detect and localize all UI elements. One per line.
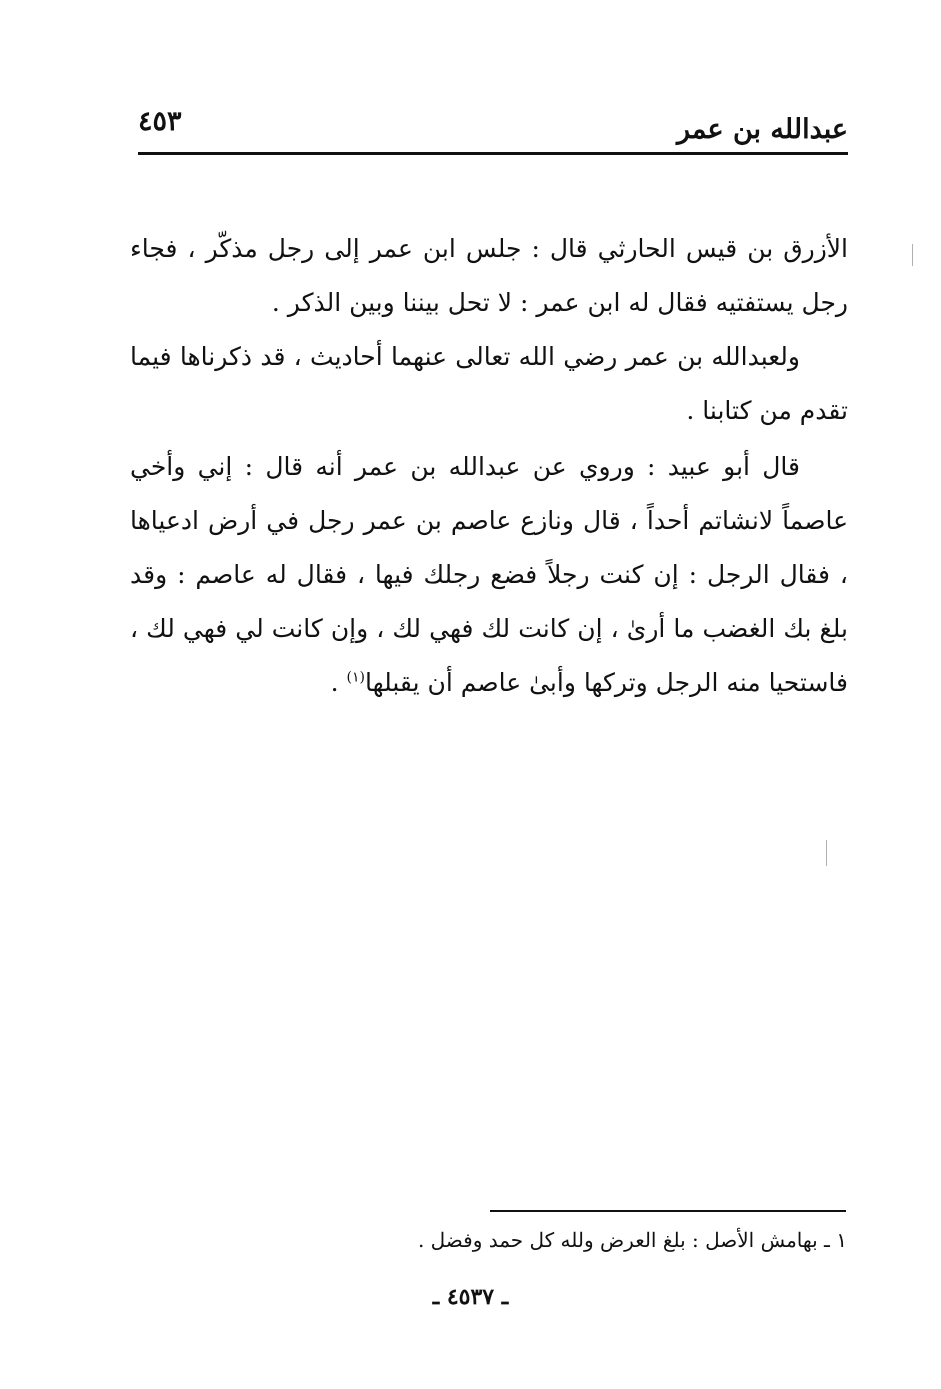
paragraph-1: الأزرق بن قيس الحارثي قال : جلس ابن عمر إلى رجل مذكّر ، فجاء رجل يستفتيه فقال له ابن عمر : لا تحل بيننا وبين الذكر . (130, 234, 848, 317)
paragraph-3-text: قال أبو عبيد : وروي عن عبدالله بن عمر أنه قال : إني وأخي عاصماً لانشاتم أحداً ، قال ونازع عاصم بن عمر رجل في أرض ادعياها ، فقال الرجل : إن كنت رجلاً فضع رجلك فيها ، فقال له عاصم : وقد بلغ بك الغضب ما أرىٰ ، إن كانت لك فهي لك ، وإن كانت لي فهي لك ، فاستحيا منه الرجل وتركها وأبىٰ عاصم أن يقبلها (130, 452, 848, 697)
paragraph-3 (130, 440, 848, 710)
footnote-rule (490, 1210, 846, 1212)
closing-punctuation: . (330, 668, 347, 697)
scan-speck (826, 840, 827, 866)
footnote: ١ ـ بهامش الأصل : بلغ العرض ولله كل حمد وفضل . (417, 1228, 847, 1252)
scan-speck (912, 244, 913, 266)
footnote-marker: (١) (346, 669, 365, 686)
page-number: ـ ٤٥٣٧ ـ (432, 1284, 509, 1310)
running-title: عبدالله بن عمر (676, 114, 848, 145)
page-header (138, 100, 848, 154)
header-rule (138, 152, 848, 155)
paragraph-2: ولعبدالله بن عمر رضي الله تعالى عنهما أحاديث ، قد ذكرناها فيما تقدم من كتابنا . (130, 342, 848, 425)
body-text (130, 222, 848, 710)
header-page-number: ٤٥٣ (138, 106, 182, 137)
